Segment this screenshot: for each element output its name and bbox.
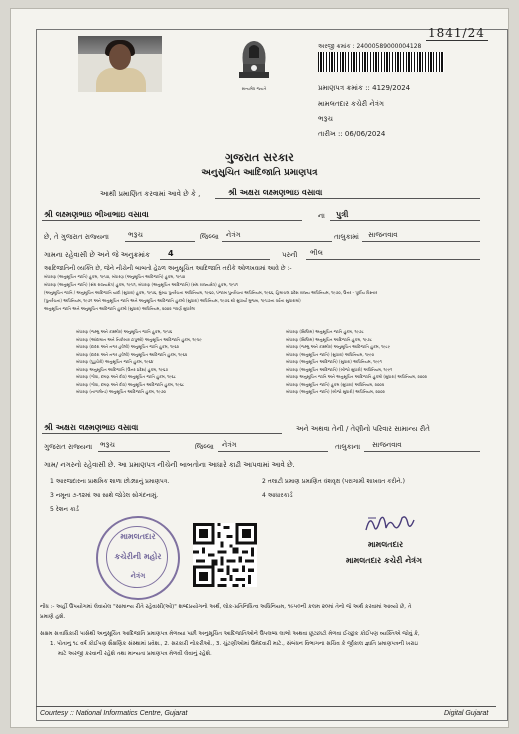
note-line-1: નોંધ :- અહીં ઉપયોગમાં લેવાયેલ "સામાન્ય રીતે રહેવાસી(ઓ)" શબ્દપ્રયોગનો અર્થ, લોક-પ્રતિનિધિત્વ અધિનિયમ, ૧૯૫૦ની કલમ ૨૦માં તેનો જે અર્થ કરવામાં આવ્યો છે, તે	[40, 604, 412, 610]
reference-underline	[426, 40, 488, 41]
schedule-line: આદિજાતિની વ્યક્તિ છે, જેને નીચેની બાબતો હેઠળ અનુસૂચિત આદિજાતિ તરીકે ઓળખવામાં આવે છે :-	[44, 265, 292, 272]
relation-label: ના	[318, 212, 325, 220]
taluka-value: સાજનવાવ	[368, 231, 398, 239]
residence-district-1: ભરૂચ	[100, 441, 115, 449]
certificate-title: અનુસુચિત આદિજાતિ પ્રમાણપત્ર	[201, 168, 318, 178]
taluka-label: તાલુકામાં	[334, 233, 359, 241]
family-line: અને અથવા તેની / તેણીનો પરિવાર સામાન્ય રીતે	[296, 425, 430, 433]
holder-name-repeat: શ્રી અક્ષરા લક્ષ્મણભાઇ વસાવા	[44, 423, 139, 432]
note-line-5: માટે અરજી કરવાની રહેશે તથા માન્યતા પ્રમાણપત્ર મેળવી લેવાનું રહેશે.	[58, 651, 212, 657]
issuing-office: મામલતદાર કચેરી નેત્રંગ	[318, 100, 385, 108]
officer-signature	[362, 510, 418, 538]
supporting-doc-2: 2 તલાટી પ્રમાણ પ્રમાણિત વંશવૃક્ષ (પરાગામી શાખવત કરીને.)	[262, 478, 405, 485]
handwritten-reference-number: 1841/24	[428, 26, 485, 40]
order-left-item: બંધારણ (દાદરા અને નગર હવેલી) અનુસૂચિત જાતિ હુકમ, ૧૯૬૨	[76, 344, 179, 349]
order-left-item: બંધારણ અનુસૂચિત આદિજાતિ (ઉત્તર પ્રદેશ) હુકમ, ૧૯૬૭	[76, 366, 168, 372]
note-line-4: 1. પોતાનુ ૧૮ વર્ષ કોઈપણ શૈક્ષણિક સંસ્થામાં પ્રવેશ., 2. સરકારી નોકરીઓ., 3. ચુંટણીઓમાં ઉમેદવારી માટે., સંબંધન વિભાગના સચિવ કે ર્જીકાલ જ્ઞાતિ પ્રમાણપત્રની ખરાઇ	[50, 641, 419, 647]
order-right-item: બંધારણ અનુસૂચિત જાતિ અને અનુસૂચિત આદિજાતિ હુકમો (સુધારા) અધિનિયમ, ૨૦૦૨	[286, 374, 427, 379]
tribe-label: પરની	[282, 251, 298, 259]
village-prefix: ગામના રહેવાસી છે અને જે અનુક્રમાંક	[44, 251, 150, 259]
orders-left-list	[76, 328, 202, 396]
date-label: તારીખ ::	[318, 130, 343, 138]
district-value-1: ભરૂચ	[128, 231, 143, 239]
supporting-doc-1: 1 આરજદારના પ્રાથમિક શાળા છોડ્યાનું પ્રમાણપત્ર.	[50, 478, 170, 485]
signatory-title: મામલતદાર	[368, 540, 404, 549]
basis-line: ગામ/ નગરનો રહેવાસી છે. આ પ્રમાણપત્ર નીચેની બાબતોના આધારે કાઢી આપવામાં આવે છે.	[44, 461, 295, 469]
tribe-value: ભીલ	[310, 249, 323, 257]
order-right-item: બંધારણ (અનુસૂચિત આદિજાતિ) (સુધારા) અધિનિયમ, ૧૯૯૧	[286, 359, 382, 364]
order-left-item: બંધારણ (નાગાલેન્ડ) અનુસૂચિત આદિજાતિ હુકમ, ૧૯૭૦	[76, 389, 166, 394]
supporting-doc-3: 3 નમૂના ૭-૧૨માં આ સાથે જોડેલ સોગંદનામું.	[50, 492, 159, 499]
order-left-item: બંધારણ (જમ્મુ અને કાશ્મીર) અનુસૂચિત જાતિ હુકમ, ૧૯૫૬	[76, 329, 173, 334]
footer-divider	[36, 706, 496, 707]
residence-taluka-label: તાલુકાના	[335, 443, 361, 451]
order-line-2: બંધારણ (અનુસૂચિત જાતિ) (સંઘ રાજ્યક્ષેત્ર) હુકમ, ૧૯૫૧, બંધારણ (અનુસૂચિત આદિજાતિ) (સંઘ રાજ્યક્ષેત્ર) હુકમ, ૧૯૫૧	[44, 282, 238, 287]
applicant-photo	[78, 36, 162, 92]
note-line-3: સક્ષમ સત્તાધિકારી પાસેથી અનુસૂચિત આદિજાતિ પ્રમાણપત્ર મેળવ્યા પછી અનુસૂચિત આદિજાતિઓને ઉપલબ્ધ લાભો અથવા છૂટછાટો મેળવા ઈચ્છુક કોઈપણ વ્યક્તિએ જોવું કે,	[40, 631, 420, 637]
residence-taluka: સાજનવાવ	[372, 441, 402, 449]
district-label: જિલ્લા	[200, 233, 219, 241]
office-seal	[96, 516, 180, 600]
certificate-no-label: પ્રમાણપત્ર ક્રમાંક ::	[318, 84, 370, 92]
seal-middle-text: કચેરીની મહોર	[114, 552, 162, 561]
order-right-item: બંધારણ (સિક્કિમ) અનુસૂચિત જાતિ હુકમ, ૧૯૭૮	[286, 329, 364, 334]
relation-value: પુત્રી	[336, 210, 349, 219]
order-line-3: (અનુસૂચિત જાતિ / અનુસૂચિત આદિજાતિ યાદી (સુધારા) હુકમ, ૧૯૫૬, મુંબઇ પુનર્રચના અધિનિયમ, ૧૯૬૦, પંજાબ પુનર્રચના અધિનિયમ, ૧૯૬૬, હિમાચલ પ્રદેશ રાજ્ય અધિનિયમ, ૧૯૭૦, ઉત્તર - પૂર્વીય વિસ્તાર	[44, 290, 378, 295]
order-right-item: બંધારણ (અનુસૂચિત જાતિ) (સુધારા) અધિનિયમ, ૧૯૯૦	[286, 351, 374, 357]
footer-courtesy: Courtesy :: National Informatics Centre, Gujarat	[40, 710, 188, 717]
residence-state-prefix: ગુજરાત રાજ્યના	[44, 443, 93, 451]
certificate-no: 4129/2024	[372, 84, 411, 92]
barcode	[318, 52, 444, 72]
residence-district-label: જિલ્લા	[195, 443, 214, 451]
supporting-doc-5: 5 રેશન કાર્ડ	[50, 506, 79, 513]
seal-bottom-text: નેત્રંગ	[130, 572, 146, 580]
issuing-place: ભરૂચ	[318, 115, 333, 123]
footer-brand: Digital Gujarat	[444, 710, 489, 717]
residence-district-2: નેત્રંગ	[222, 441, 237, 449]
order-line-5: અનુસૂચિત જાતિ અને અનુસૂચિત આદિજાતિ હુકમો (સુધારા) અધિનિયમ, ૨૦૦૨ ગવર્ણ સુધારેલ	[44, 306, 195, 311]
order-left-item: બંધારણ (આંદામાન અને નિકોબાર ટાપુઓ) અનુસૂચિત આદિજાતિ હુકમ, ૧૯૫૯	[76, 336, 202, 342]
order-right-item: બંધારણ (અનુસૂચિત જાતિ) હુકમ (સુધારા) અધિનિયમ, ૨૦૦૨	[286, 381, 385, 387]
government-title: ગુજરાત સરકાર	[225, 151, 294, 164]
order-left-item: બંધારણ (ગોવા, દમણ અને દીવ) અનુસૂચિત આદિજાતિ હુકમ, ૧૯૬૮	[76, 381, 185, 387]
supporting-doc-4: 4 આધારકાર્ડ	[262, 492, 293, 499]
order-left-item: બંધારણ (ગોવા, દમણ અને દીવ) અનુસૂચિત જાતિ હુકમ, ૧૯૬૮	[76, 374, 176, 379]
note-line-2: પ્રમાણે હશે.	[40, 614, 66, 620]
signatory-office: મામલતદાર કચેરી નેત્રંગ	[346, 556, 422, 565]
certify-prefix: આથી પ્રમાણિત કરવામાં આવે છે કે ,	[100, 190, 201, 198]
emblem-caption: સત્યમેવ જયતે	[241, 86, 267, 91]
qr-code	[193, 523, 257, 587]
order-right-item: બંધારણ (જમ્મુ અને કાશ્મીર) અનુસૂચિત આદિજાતિ હુકમ, ૧૯૮૯	[286, 344, 391, 349]
issue-date: 06/06/2024	[344, 130, 386, 138]
barcode-number: અરજી ક્રમાંક : 24000589000004128	[318, 43, 422, 50]
order-right-item: બંધારણ (અનુસૂચિત જાતિ) (બીજો સુધારો) અધિનિયમ, ૨૦૦૨	[286, 389, 385, 394]
order-line-4: (પુનર્રચના) અધિનિયમ, ૧૯૭૧ અને અનુસૂચિત જાતિ અને અનુસૂચિત આદિજાતિ હુકમો (સુધારા) અધિનિયમ, ૧૯૭૬ થી સુધાર્યા મુજબ, ૧૯૫૭ના વર્ષના સુધારામાં)	[44, 298, 301, 303]
father-name: શ્રી લક્ષ્મણભાઇ ભીખાભાઇ વસાવા	[44, 210, 149, 219]
national-emblem-icon	[233, 34, 275, 86]
order-right-item: બંધારણ (અનુસૂચિત આદિજાતિ) (બીજો સુધારો) અધિનિયમ, ૧૯૯૧	[286, 366, 393, 372]
order-left-item: બંધારણ (પુડુચેરી) અનુસૂચિત જાતિ હુકમ, ૧૯૬૪	[76, 359, 154, 364]
seal-top-text: મામલતદાર	[120, 532, 156, 541]
order-left-item: બંધારણ (દાદરા અને નગર હવેલી) અનુસૂચિત આદિજાતિ હુકમ, ૧૯૬૨	[76, 351, 188, 357]
serial-number: 4	[168, 249, 174, 258]
orders-right-list	[286, 328, 427, 396]
state-prefix: છે, તે ગુજરાત રાજ્યના	[44, 233, 109, 241]
holder-name: શ્રી અક્ષરા લક્ષ્મણભાઇ વસાવા	[228, 188, 323, 197]
order-right-item: બંધારણ (સિક્કિમ) અનુસૂચિત આદિજાતિ હુકમ, ૧૯૭૮	[286, 336, 373, 342]
order-line-1: બંધારણ (અનુસૂચિત જાતિ) હુકમ, ૧૯૫૦, બંધારણ (અનુસૂચિત આદિજાતિ) હુકમ, ૧૯૫૦	[44, 274, 186, 279]
district-value-2: નેત્રંગ	[226, 231, 241, 239]
